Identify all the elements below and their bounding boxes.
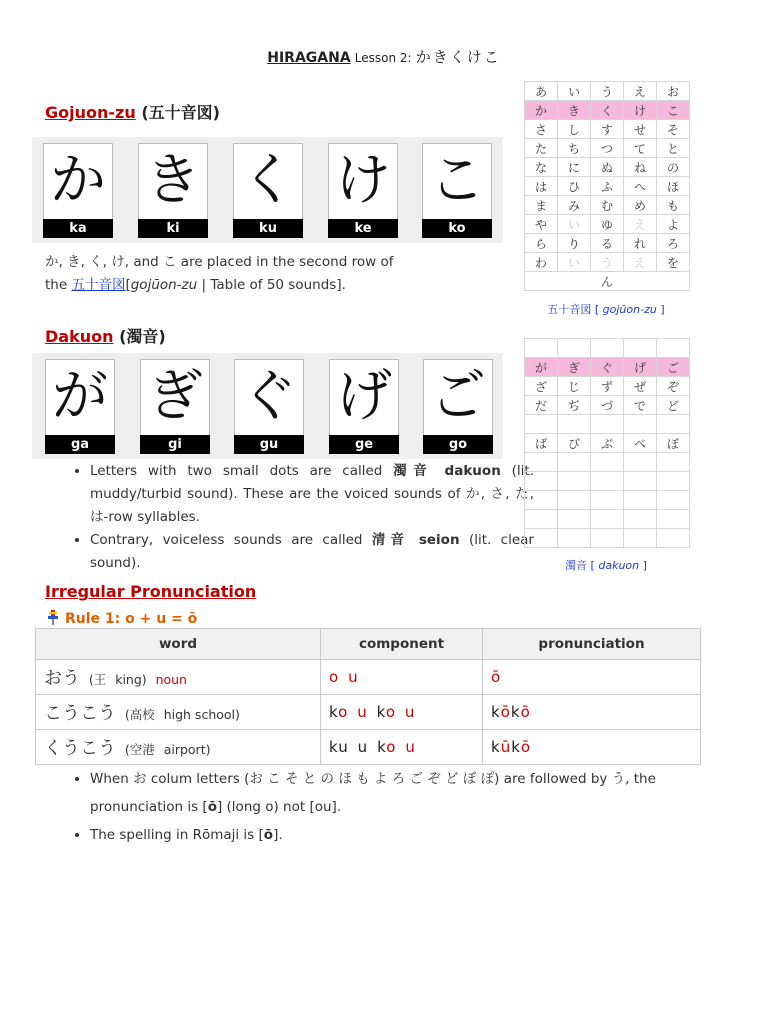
chart-cell — [525, 529, 558, 548]
dakuon-chart-caption — [520, 557, 692, 573]
kana-card-ke — [328, 143, 398, 238]
chart-cell: も — [657, 196, 690, 215]
kana-glyph: け — [335, 148, 391, 213]
chart-cell — [525, 491, 558, 510]
component-part: u — [357, 738, 369, 756]
kana-card-ko — [422, 143, 492, 238]
chart-cell: つ — [591, 139, 624, 158]
rule-bullet-1 — [90, 765, 750, 821]
chart-cell — [591, 510, 624, 529]
chart-cell: ぞ — [657, 377, 690, 396]
component-cell — [321, 695, 483, 730]
kana-glyph: こ — [429, 148, 485, 213]
chart-cell: む — [591, 196, 624, 215]
chart-cell: づ — [591, 396, 624, 415]
gojuon-chart-caption — [520, 301, 692, 317]
chart-cell: ぬ — [591, 158, 624, 177]
kana-card-ge — [329, 359, 399, 454]
bullet-kanji: 清音 — [371, 532, 410, 548]
word-kana: こうこう — [44, 703, 116, 724]
word-meaning: high school) — [163, 707, 240, 722]
pronunciation-cell — [483, 730, 701, 765]
bullet-bold: ō — [207, 799, 217, 815]
bullet-text: ] (long o) not [ou]. — [216, 799, 342, 815]
romaji-label: ga — [45, 435, 115, 454]
chart-cell — [558, 453, 591, 472]
kana-card-ki — [138, 143, 208, 238]
chart-cell — [558, 510, 591, 529]
romaji-label: ki — [138, 219, 208, 238]
chart-cell: お — [657, 82, 690, 101]
bullet-bold: ō — [263, 827, 274, 843]
chart-cell: よ — [657, 215, 690, 234]
romaji-label: ge — [329, 435, 399, 454]
chart-cell — [591, 415, 624, 434]
chart-row — [525, 177, 690, 196]
chart-cell: ひ — [558, 177, 591, 196]
chart-cell: は — [525, 177, 558, 196]
chart-cell: い — [558, 215, 591, 234]
gojuon-card-panel — [32, 137, 503, 243]
dakuon-bullet-2 — [90, 529, 534, 575]
chart-cell: き — [558, 101, 591, 120]
chart-cell: ざ — [525, 377, 558, 396]
bullet-text: Letters with two small dots are called — [90, 463, 394, 479]
romaji-label: gu — [234, 435, 304, 454]
chart-cell: ば — [525, 434, 558, 453]
chart-row — [525, 253, 690, 272]
chart-cell — [525, 472, 558, 491]
component-part: ko — [376, 703, 397, 721]
chart-cell: べ — [624, 434, 657, 453]
chart-cell — [525, 339, 558, 358]
rule-1 — [45, 609, 197, 629]
pronunciation-cell — [483, 660, 701, 695]
dakuon-heading-jp: (濁音) — [119, 327, 166, 346]
dakuon-heading — [45, 324, 166, 347]
col-header-component: component — [321, 629, 483, 660]
component-part: ko — [377, 738, 397, 756]
dakuon-bullet-list — [66, 460, 534, 575]
chart-cell: う — [591, 82, 624, 101]
chart-cell — [525, 510, 558, 529]
chart-cell: な — [525, 158, 558, 177]
bullet-kanji: 濁音 — [393, 463, 434, 479]
chart-row — [525, 453, 690, 472]
chart-cell — [558, 529, 591, 548]
para-text: [ — [125, 277, 131, 293]
chart-cell: と — [657, 139, 690, 158]
chart-cell: げ — [624, 358, 657, 377]
chart-cell: に — [558, 158, 591, 177]
word-kanji: (高校 — [124, 707, 155, 722]
col-header-word: word — [36, 629, 321, 660]
pronunciation-cell — [483, 695, 701, 730]
chart-cell — [624, 491, 657, 510]
chart-cell: て — [624, 139, 657, 158]
dakuon-card-panel — [32, 353, 503, 459]
chart-cell: み — [558, 196, 591, 215]
chart-cell: へ — [624, 177, 657, 196]
component-part: u — [357, 703, 368, 721]
kana-glyph: ぐ — [241, 364, 297, 429]
chart-cell: が — [525, 358, 558, 377]
chart-cell — [657, 491, 690, 510]
chart-row — [525, 139, 690, 158]
chart-cell: ぐ — [591, 358, 624, 377]
para-text: | Table of 50 sounds]. — [197, 277, 346, 293]
chart-cell — [657, 529, 690, 548]
component-part: u — [405, 738, 416, 756]
chart-cell — [558, 415, 591, 434]
bullet-term: dakuon — [433, 463, 501, 479]
caption-italic: dakuon — [598, 559, 640, 572]
gojuon-chart-table — [524, 81, 690, 291]
chart-cell: や — [525, 215, 558, 234]
chart-row — [525, 529, 690, 548]
chart-cell: た — [525, 139, 558, 158]
kana-glyph: が — [52, 364, 108, 429]
chart-cell: う — [591, 253, 624, 272]
chart-cell — [558, 472, 591, 491]
component-part: u — [404, 703, 416, 721]
chart-cell: ず — [591, 377, 624, 396]
gojuon-heading — [45, 100, 220, 123]
kana-glyph: か — [50, 148, 106, 213]
caption-jp: 濁音 [ — [565, 559, 599, 572]
chart-cell: で — [624, 396, 657, 415]
kana-card-gu — [234, 359, 304, 454]
kana-card-ga — [45, 359, 115, 454]
pronunciation-table — [35, 628, 701, 765]
bullet-text: (lit. clear sound). — [90, 532, 534, 571]
pronunciation-part: kūkō — [491, 738, 532, 756]
bullet-text: (lit. muddy/turbid sound). These are the voiced sounds of か, さ, た, は-row syllables. — [90, 463, 535, 525]
table-row — [36, 730, 701, 765]
chart-cell: ん — [525, 272, 690, 291]
chart-row — [525, 120, 690, 139]
table-header-row — [36, 629, 701, 660]
chart-cell: え — [624, 82, 657, 101]
gojuon-heading-link[interactable]: Gojuon-zu — [45, 103, 136, 122]
romaji-label: ku — [233, 219, 303, 238]
chart-cell — [624, 510, 657, 529]
chart-cell: い — [558, 253, 591, 272]
chart-cell — [591, 491, 624, 510]
chart-cell: え — [624, 215, 657, 234]
romaji-label: ko — [422, 219, 492, 238]
chart-cell: だ — [525, 396, 558, 415]
component-cell — [321, 730, 483, 765]
chart-cell: を — [657, 253, 690, 272]
chart-cell: く — [591, 101, 624, 120]
chart-cell: ま — [525, 196, 558, 215]
romaji-label: go — [423, 435, 493, 454]
word-pos: noun — [155, 672, 187, 687]
word-cell — [36, 730, 321, 765]
chart-cell — [657, 415, 690, 434]
chart-cell: し — [558, 120, 591, 139]
chart-cell: ち — [558, 139, 591, 158]
chart-cell: ゆ — [591, 215, 624, 234]
chart-row — [525, 196, 690, 215]
chart-cell: ど — [657, 396, 690, 415]
kana-card-ku — [233, 143, 303, 238]
chart-cell: え — [624, 253, 657, 272]
chart-cell — [624, 415, 657, 434]
chart-cell: じ — [558, 377, 591, 396]
chart-cell: ぶ — [591, 434, 624, 453]
rule-text: Rule 1: o + u = ō — [65, 611, 198, 627]
dakuon-bullet-1 — [90, 460, 534, 529]
kana-card-go — [423, 359, 493, 454]
chart-row — [525, 234, 690, 253]
romaji-label: ka — [43, 219, 113, 238]
chart-cell: び — [558, 434, 591, 453]
chart-cell — [591, 472, 624, 491]
chart-row — [525, 339, 690, 358]
irregular-heading-link[interactable]: Irregular Pronunciation — [45, 582, 257, 601]
chart-cell — [525, 453, 558, 472]
gojuon-para-line1: か, き, く, け, and こ are placed in the second row of — [45, 254, 394, 270]
col-header-pronunciation: pronunciation — [483, 629, 701, 660]
chart-cell: そ — [657, 120, 690, 139]
chart-row — [525, 415, 690, 434]
chart-row — [525, 101, 690, 120]
rule-bullet-list — [66, 765, 750, 849]
gojuon-para-line2 — [45, 274, 465, 297]
word-kana: くうこう — [44, 738, 116, 759]
chart-cell — [657, 472, 690, 491]
chart-cell: か — [525, 101, 558, 120]
chart-cell — [657, 510, 690, 529]
chart-row — [525, 472, 690, 491]
chart-cell: す — [591, 120, 624, 139]
chart-cell: ぼ — [657, 434, 690, 453]
component-part: u — [348, 668, 359, 686]
caption-end: ] — [656, 303, 665, 316]
dakuon-chart-table — [524, 338, 690, 548]
word-kana: おう — [44, 668, 80, 689]
caption-jp: 五十音図 [ — [547, 303, 603, 316]
para-text: the — [45, 277, 72, 293]
pin-icon — [45, 609, 61, 629]
word-meaning: airport) — [163, 742, 211, 757]
chart-row — [525, 215, 690, 234]
romaji-label: gi — [140, 435, 210, 454]
chart-cell: ぎ — [558, 358, 591, 377]
dakuon-heading-link[interactable]: Dakuon — [45, 327, 114, 346]
title-kana: かきくけこ — [415, 48, 501, 66]
table-row — [36, 660, 701, 695]
chart-cell: さ — [525, 120, 558, 139]
irregular-heading — [45, 582, 256, 601]
word-kanji: (王 — [88, 672, 107, 687]
kana-glyph: ご — [430, 364, 486, 429]
chart-cell — [657, 339, 690, 358]
chart-cell: い — [558, 82, 591, 101]
chart-cell: ふ — [591, 177, 624, 196]
title-hiragana: HIRAGANA — [267, 50, 351, 66]
kana-glyph: き — [145, 148, 201, 213]
page-title — [0, 46, 768, 67]
chart-cell — [624, 472, 657, 491]
chart-cell — [624, 529, 657, 548]
chart-cell — [525, 415, 558, 434]
romaji-label: ke — [328, 219, 398, 238]
chart-row — [525, 272, 690, 291]
table-row — [36, 695, 701, 730]
chart-cell: ら — [525, 234, 558, 253]
chart-row — [525, 396, 690, 415]
gojuon-paragraph — [45, 251, 465, 297]
chart-cell: り — [558, 234, 591, 253]
chart-cell: る — [591, 234, 624, 253]
chart-row — [525, 434, 690, 453]
chart-cell: せ — [624, 120, 657, 139]
kana-card-gi — [140, 359, 210, 454]
chart-cell: れ — [624, 234, 657, 253]
word-cell — [36, 660, 321, 695]
kana-glyph: げ — [336, 364, 392, 429]
kana-glyph: ぎ — [147, 364, 203, 429]
chart-cell: ぜ — [624, 377, 657, 396]
para-italic: gojūon-zu — [130, 277, 198, 293]
chart-cell: の — [657, 158, 690, 177]
chart-row — [525, 358, 690, 377]
component-part: ko — [329, 703, 349, 721]
chart-cell — [591, 529, 624, 548]
component-cell — [321, 660, 483, 695]
chart-cell: ぢ — [558, 396, 591, 415]
chart-row — [525, 491, 690, 510]
component-part: o — [329, 668, 340, 686]
title-lesson: Lesson 2: — [354, 51, 412, 65]
kana-card-ka — [43, 143, 113, 238]
gojuon-heading-jp: (五十音図) — [141, 103, 220, 122]
pronunciation-part: ō — [491, 668, 502, 686]
chart-cell: ほ — [657, 177, 690, 196]
chart-row — [525, 510, 690, 529]
caption-end: ] — [639, 559, 647, 572]
gojuon-link[interactable]: 五十音図 — [71, 277, 126, 293]
chart-cell — [624, 453, 657, 472]
caption-italic: gojūon-zu — [602, 303, 657, 316]
bullet-text: The spelling in Rōmaji is [ — [90, 827, 264, 843]
chart-cell: め — [624, 196, 657, 215]
chart-cell: ろ — [657, 234, 690, 253]
chart-cell: あ — [525, 82, 558, 101]
chart-cell: ご — [657, 358, 690, 377]
chart-cell: こ — [657, 101, 690, 120]
chart-cell: わ — [525, 253, 558, 272]
bullet-text: ]. — [273, 827, 283, 843]
chart-cell — [657, 453, 690, 472]
component-part: ku — [329, 738, 349, 756]
word-meaning: king) — [115, 672, 147, 687]
word-cell — [36, 695, 321, 730]
bullet-text: Contrary, voiceless sounds are called — [90, 532, 372, 548]
chart-cell — [591, 339, 624, 358]
rule-bullet-2 — [90, 821, 750, 849]
bullet-term: seion — [409, 532, 460, 548]
chart-cell — [624, 339, 657, 358]
chart-row — [525, 82, 690, 101]
word-kanji: (空港 — [124, 742, 155, 757]
pronunciation-part: kōkō — [491, 703, 531, 721]
bullet-text: When お colum letters (お こ そ と の ほ も よ ろ ご ぞ ど ぼ ぽ) are followed by う, the pronunciation is [ — [90, 771, 656, 815]
chart-cell — [591, 453, 624, 472]
chart-row — [525, 377, 690, 396]
chart-cell — [558, 491, 591, 510]
chart-cell: け — [624, 101, 657, 120]
kana-glyph: く — [240, 148, 296, 213]
chart-row — [525, 158, 690, 177]
chart-cell: ね — [624, 158, 657, 177]
chart-cell — [558, 339, 591, 358]
